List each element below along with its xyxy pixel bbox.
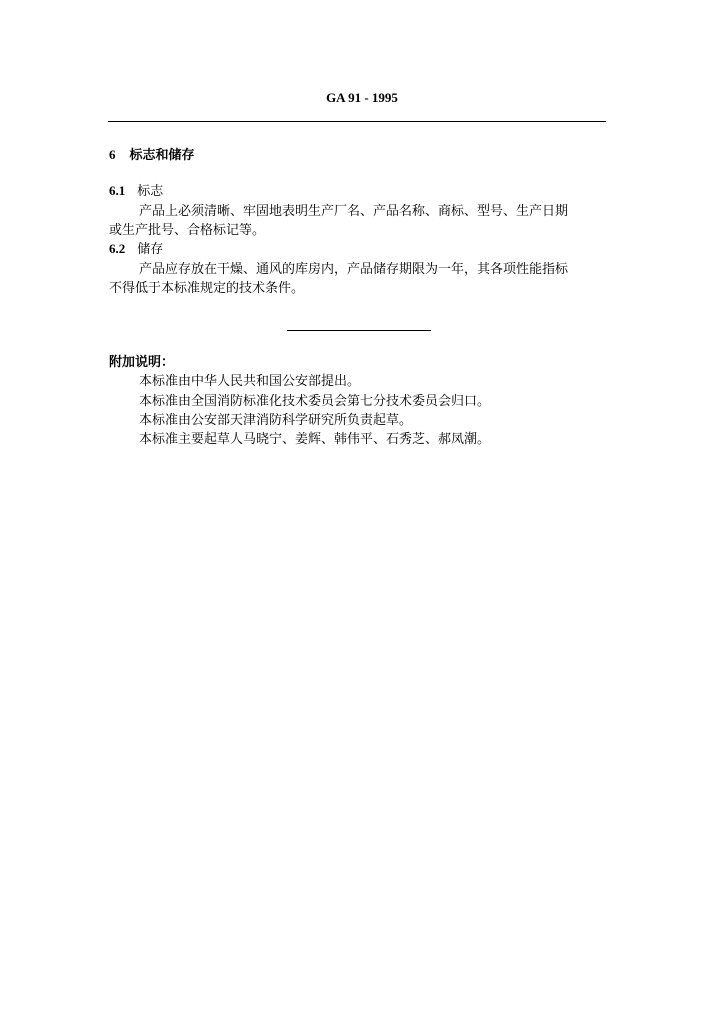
notes-item: 本标准由中华人民共和国公安部提出。 <box>139 374 361 389</box>
clause-6-1-text-line1: 产品上必须清晰、牢固地表明生产厂名、产品名称、商标、型号、生产日期 <box>139 204 569 219</box>
clause-number: 6.1 <box>109 183 126 198</box>
notes-item: 本标准主要起草人马晓宁、姜辉、韩伟平、石秀芝、郝凤潮。 <box>139 432 491 447</box>
clause-6-1-heading <box>109 182 163 201</box>
section-number: 6 <box>109 147 116 162</box>
header-divider <box>108 121 606 122</box>
notes-heading: 附加说明： <box>109 355 175 370</box>
clause-6-2-text-line1: 产品应存放在干燥、通风的库房内，产品储存期限为一年，其各项性能指标 <box>139 262 569 277</box>
section-end-divider <box>287 330 431 331</box>
clause-6-1-text-line2: 或生产批号、合格标记等。 <box>109 223 266 238</box>
clause-title: 储存 <box>137 242 164 257</box>
notes-item: 本标准由公安部天津消防科学研究所负责起草。 <box>139 413 413 428</box>
section-title: 标志和储存 <box>129 148 195 163</box>
standard-code-header: GA 91 - 1995 <box>326 90 398 105</box>
notes-item: 本标准由全国消防标准化技术委员会第七分技术委员会归口。 <box>139 394 491 409</box>
clause-6-2-text-line2: 不得低于本标准规定的技术条件。 <box>109 281 305 296</box>
clause-number: 6.2 <box>109 241 126 256</box>
clause-6-2-heading <box>109 240 163 259</box>
clause-title: 标志 <box>137 184 164 199</box>
section-6-heading <box>109 146 195 165</box>
